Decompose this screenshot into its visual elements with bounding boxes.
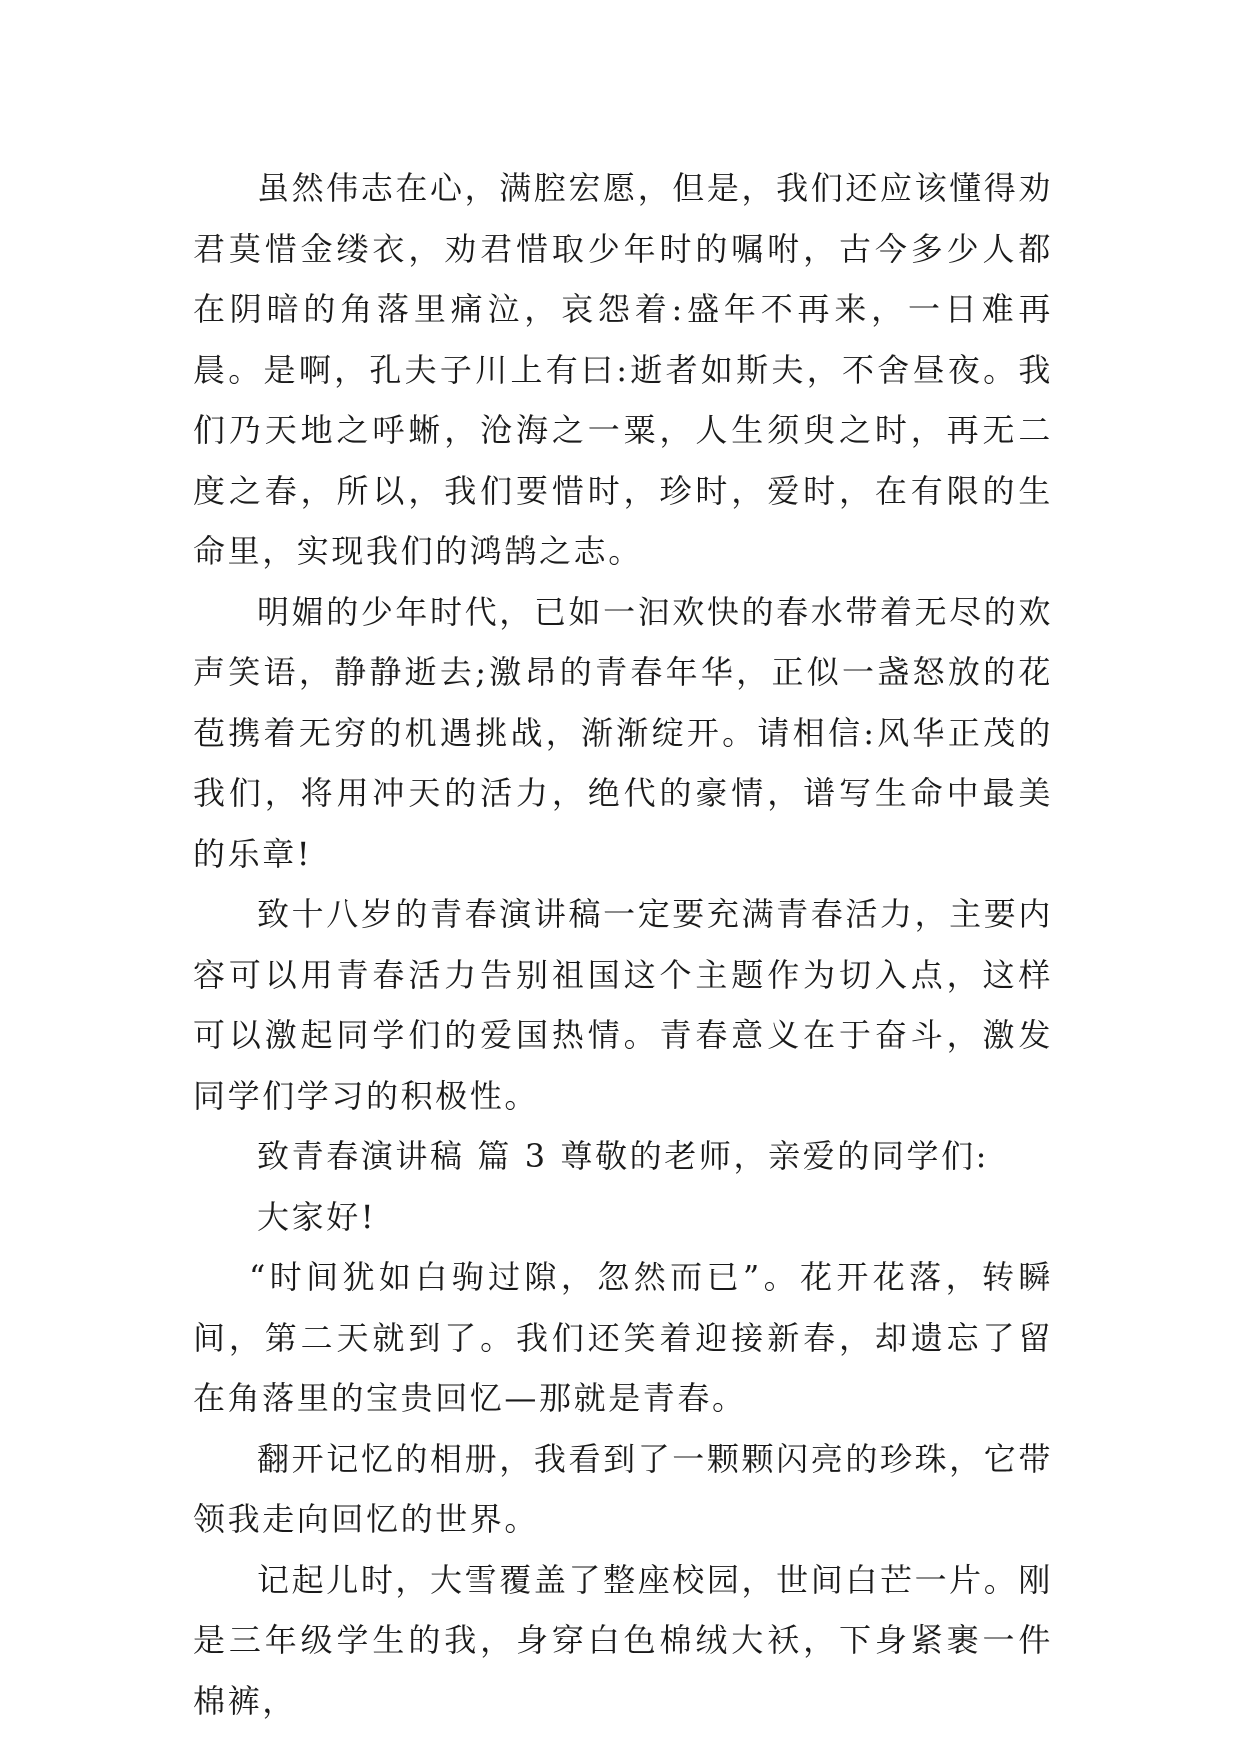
document-body — [193, 158, 1053, 1731]
greeting: 大家好! — [257, 1197, 377, 1236]
paragraph-2: 明媚的少年时代，已如一汩欢快的春水带着无尽的欢声笑语，静静逝去;激昂的青春年华，正似一盏怒放的花苞携着无穷的机遇挑战，渐渐绽开。请相信:风华正茂的我们，将用冲天的活力，绝代的豪情，谱写生命中最美的乐章! — [193, 592, 1053, 873]
paragraph-memory: 翻开记忆的相册，我看到了一颗颗闪亮的珍珠，它带领我走向回忆的世界。 — [193, 1439, 1053, 1538]
paragraph-3: 致十八岁的青春演讲稿一定要充满青春活力，主要内容可以用青春活力告别祖国这个主题作为切入点，这样可以激起同学们的爱国热情。青春意义在于奋斗，激发同学们学习的积极性。 — [193, 895, 1053, 1115]
section-heading: 致青春演讲稿 篇 3 尊敬的老师，亲爱的同学们: — [257, 1137, 990, 1175]
paragraph-childhood: 记起儿时，大雪覆盖了整座校园，世间白芒一片。刚是三年级学生的我，身穿白色棉绒大袄，下身紧裹一件棉裤， — [193, 1560, 1053, 1720]
paragraph-1: 虽然伟志在心，满腔宏愿，但是，我们还应该懂得劝君莫惜金缕衣，劝君惜取少年时的嘱咐，古今多少人都在阴暗的角落里痛泣，哀怨着:盛年不再来，一日难再晨。是啊，孔夫子川上有曰:逝者如斯夫，不舍昼夜。我们乃天地之呼蜥，沧海之一粟，人生须臾之时，再无二度之春，所以，我们要惜时，珍时，爱时，在有限的生命里，实现我们的鸿鹄之志。 — [193, 169, 1053, 570]
paragraph-quote: “时间犹如白驹过隙，忽然而已”。花开花落，转瞬间，第二天就到了。我们还笑着迎接新春，却遗忘了留在角落里的宝贵回忆—那就是青春。 — [193, 1258, 1053, 1417]
